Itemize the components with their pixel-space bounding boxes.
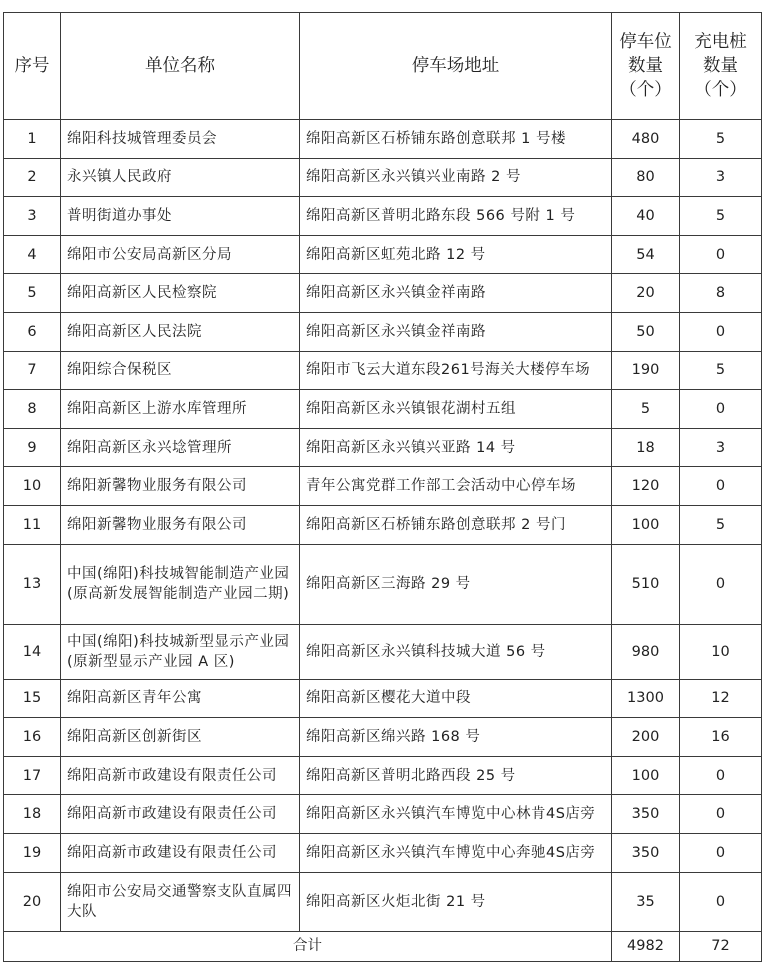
table-row: [4, 351, 762, 390]
row-address: 绵阳高新区绵兴路 168 号: [300, 718, 612, 757]
table-row: [4, 120, 762, 159]
table-row: [4, 235, 762, 274]
row-unit: 绵阳高新区永兴埝管理所: [61, 428, 300, 467]
row-address: 绵阳高新区石桥铺东路创意联邦 2 号门: [300, 505, 612, 544]
row-address: 绵阳高新区永兴镇兴业南路 2 号: [300, 158, 612, 197]
row-piles: 3: [680, 158, 762, 197]
row-piles: 0: [680, 235, 762, 274]
header-piles: 充电桩数量（个）: [680, 13, 762, 120]
row-spaces: 510: [612, 544, 680, 624]
row-piles: 0: [680, 544, 762, 624]
row-piles: 0: [680, 795, 762, 834]
row-unit: 绵阳新馨物业服务有限公司: [61, 467, 300, 506]
row-index: 8: [4, 390, 61, 429]
row-unit: 中国(绵阳)科技城智能制造产业园(原高新发展智能制造产业园二期): [61, 544, 300, 624]
total-spaces: 4982: [612, 931, 680, 961]
row-address: 绵阳高新区永兴镇金祥南路: [300, 312, 612, 351]
row-piles: 5: [680, 505, 762, 544]
row-index: 20: [4, 872, 61, 931]
row-index: 7: [4, 351, 61, 390]
row-index: 14: [4, 624, 61, 679]
row-index: 16: [4, 718, 61, 757]
table-row: [4, 756, 762, 795]
table-row: [4, 795, 762, 834]
row-index: 17: [4, 756, 61, 795]
row-index: 5: [4, 274, 61, 313]
row-unit: 中国(绵阳)科技城新型显示产业园(原新型显示产业园 A 区): [61, 624, 300, 679]
table-row: [4, 390, 762, 429]
table-row: [4, 679, 762, 718]
row-spaces: 100: [612, 505, 680, 544]
row-spaces: 1300: [612, 679, 680, 718]
row-address: 绵阳高新区永兴镇金祥南路: [300, 274, 612, 313]
row-index: 2: [4, 158, 61, 197]
row-address: 青年公寓党群工作部工会活动中心停车场: [300, 467, 612, 506]
row-unit: 绵阳市公安局交通警察支队直属四大队: [61, 872, 300, 931]
row-index: 9: [4, 428, 61, 467]
row-unit: 绵阳高新区人民法院: [61, 312, 300, 351]
row-address: 绵阳高新区永兴镇兴亚路 14 号: [300, 428, 612, 467]
row-index: 6: [4, 312, 61, 351]
table-total-row: [4, 931, 762, 961]
row-piles: 5: [680, 197, 762, 236]
row-address: 绵阳高新区永兴镇汽车博览中心林肯4S店旁: [300, 795, 612, 834]
row-piles: 10: [680, 624, 762, 679]
row-spaces: 120: [612, 467, 680, 506]
row-index: 15: [4, 679, 61, 718]
header-address: 停车场地址: [300, 13, 612, 120]
row-address: 绵阳高新区三海路 29 号: [300, 544, 612, 624]
row-unit: 永兴镇人民政府: [61, 158, 300, 197]
row-spaces: 50: [612, 312, 680, 351]
row-unit: 绵阳高新区青年公寓: [61, 679, 300, 718]
row-index: 19: [4, 833, 61, 872]
row-address: 绵阳高新区石桥铺东路创意联邦 1 号楼: [300, 120, 612, 159]
row-address: 绵阳市飞云大道东段261号海关大楼停车场: [300, 351, 612, 390]
total-label: 合计: [4, 931, 612, 961]
row-spaces: 54: [612, 235, 680, 274]
row-piles: 0: [680, 833, 762, 872]
row-spaces: 18: [612, 428, 680, 467]
row-unit: 绵阳高新市政建设有限责任公司: [61, 756, 300, 795]
row-spaces: 350: [612, 833, 680, 872]
row-spaces: 350: [612, 795, 680, 834]
row-spaces: 480: [612, 120, 680, 159]
row-piles: 8: [680, 274, 762, 313]
row-address: 绵阳高新区樱花大道中段: [300, 679, 612, 718]
row-spaces: 80: [612, 158, 680, 197]
table-row: [4, 718, 762, 757]
row-unit: 普明街道办事处: [61, 197, 300, 236]
row-unit: 绵阳高新区人民检察院: [61, 274, 300, 313]
table-row: [4, 158, 762, 197]
table-row: [4, 197, 762, 236]
row-spaces: 100: [612, 756, 680, 795]
row-piles: 0: [680, 467, 762, 506]
row-index: 4: [4, 235, 61, 274]
row-index: 11: [4, 505, 61, 544]
table-row: [4, 505, 762, 544]
row-unit: 绵阳高新区上游水库管理所: [61, 390, 300, 429]
row-unit: 绵阳综合保税区: [61, 351, 300, 390]
row-address: 绵阳高新区虹苑北路 12 号: [300, 235, 612, 274]
row-piles: 5: [680, 351, 762, 390]
row-spaces: 200: [612, 718, 680, 757]
row-piles: 5: [680, 120, 762, 159]
row-unit: 绵阳高新市政建设有限责任公司: [61, 795, 300, 834]
header-index: 序号: [4, 13, 61, 120]
parking-table: [3, 12, 762, 962]
row-unit: 绵阳高新区创新街区: [61, 718, 300, 757]
row-piles: 0: [680, 312, 762, 351]
row-address: 绵阳高新区普明北路西段 25 号: [300, 756, 612, 795]
table-row: [4, 872, 762, 931]
table-body: [4, 120, 762, 932]
row-address: 绵阳高新区火炬北街 21 号: [300, 872, 612, 931]
table-row: [4, 624, 762, 679]
table-row: [4, 312, 762, 351]
row-spaces: 980: [612, 624, 680, 679]
row-piles: 12: [680, 679, 762, 718]
table-header-row: [4, 13, 762, 120]
row-index: 3: [4, 197, 61, 236]
table-row: [4, 833, 762, 872]
row-address: 绵阳高新区永兴镇科技城大道 56 号: [300, 624, 612, 679]
row-unit: 绵阳科技城管理委员会: [61, 120, 300, 159]
header-unit: 单位名称: [61, 13, 300, 120]
table-row: [4, 428, 762, 467]
row-address: 绵阳高新区普明北路东段 566 号附 1 号: [300, 197, 612, 236]
row-index: 18: [4, 795, 61, 834]
row-piles: 0: [680, 390, 762, 429]
row-spaces: 5: [612, 390, 680, 429]
row-piles: 3: [680, 428, 762, 467]
row-unit: 绵阳新馨物业服务有限公司: [61, 505, 300, 544]
row-unit: 绵阳高新市政建设有限责任公司: [61, 833, 300, 872]
row-spaces: 20: [612, 274, 680, 313]
row-spaces: 35: [612, 872, 680, 931]
table-row: [4, 274, 762, 313]
total-piles: 72: [680, 931, 762, 961]
row-index: 10: [4, 467, 61, 506]
row-piles: 0: [680, 872, 762, 931]
row-piles: 16: [680, 718, 762, 757]
row-address: 绵阳高新区永兴镇汽车博览中心奔驰4S店旁: [300, 833, 612, 872]
row-address: 绵阳高新区永兴镇银花湖村五组: [300, 390, 612, 429]
row-piles: 0: [680, 756, 762, 795]
row-spaces: 40: [612, 197, 680, 236]
header-spaces: 停车位数量（个）: [612, 13, 680, 120]
row-index: 13: [4, 544, 61, 624]
row-index: 1: [4, 120, 61, 159]
row-spaces: 190: [612, 351, 680, 390]
row-unit: 绵阳市公安局高新区分局: [61, 235, 300, 274]
table-row: [4, 544, 762, 624]
table-row: [4, 467, 762, 506]
